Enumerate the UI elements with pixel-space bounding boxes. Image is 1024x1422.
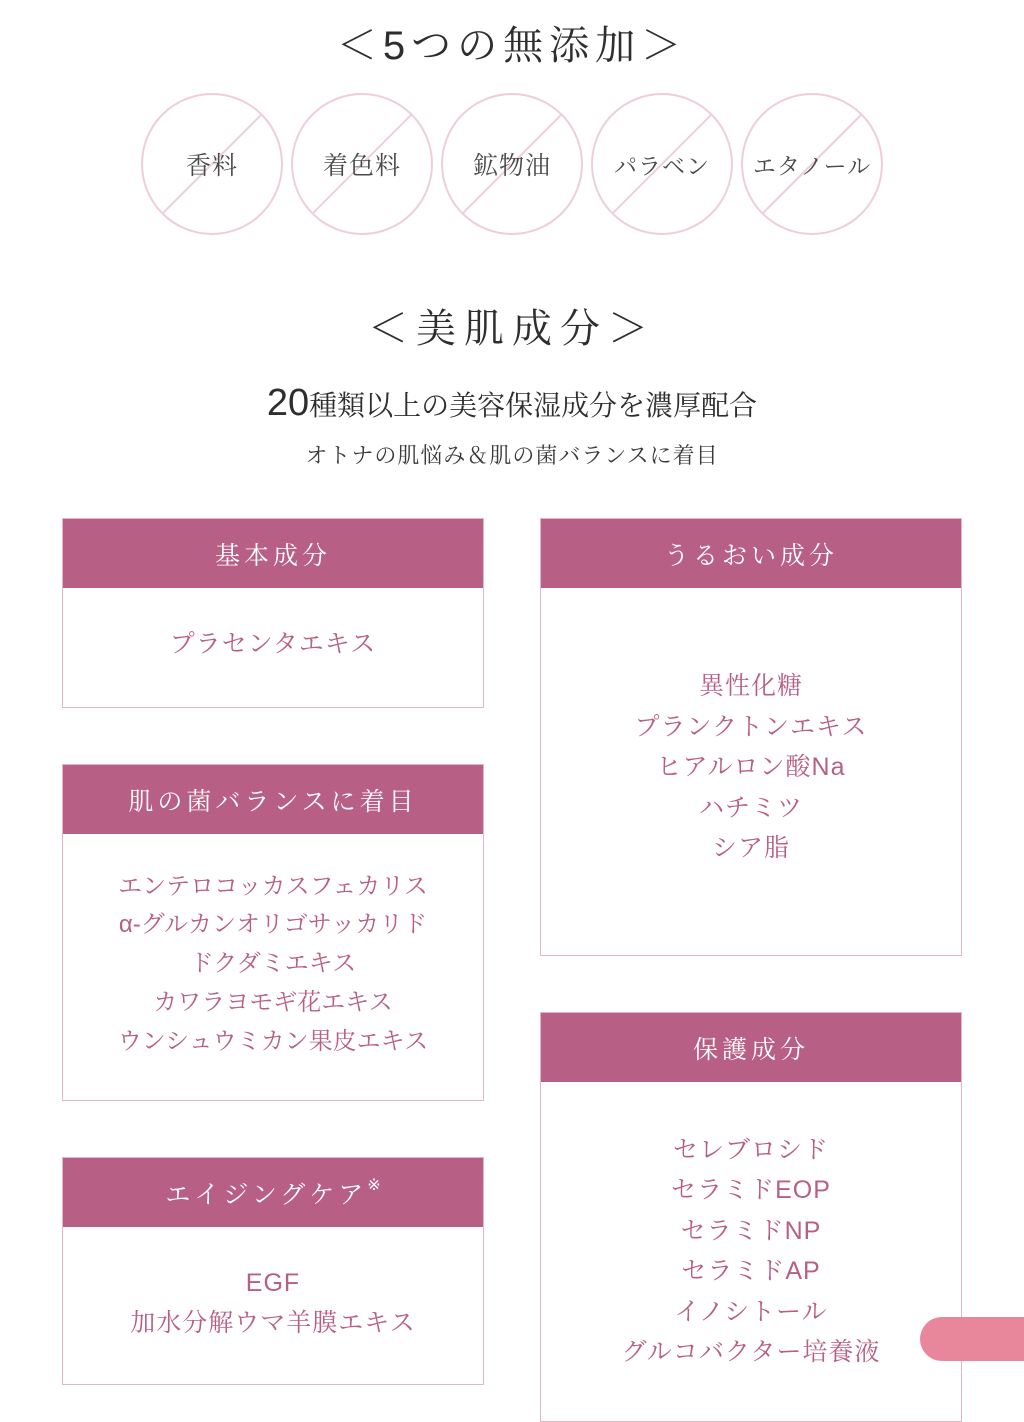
card-title [63, 1158, 483, 1227]
no-ethanol-badge [741, 93, 883, 235]
ingredient-item: カワラヨモギ花エキス [153, 989, 393, 1017]
ingredient-item: ウンシュウミカン果皮エキス [117, 1028, 429, 1055]
card-title: 肌の菌バランスに着目 [63, 765, 483, 834]
ingredients-subtitle [0, 382, 1024, 425]
ingredients-heading: ＜美肌成分＞ [368, 307, 656, 351]
ingredient-item: プランクトンエキス [634, 712, 868, 741]
card-body [63, 588, 483, 707]
ingredient-item: プラセンタエキス [169, 630, 377, 658]
ingredient-item: エンテロコッカスフェカリス [118, 872, 428, 900]
ingredient-item: シア脂 [711, 834, 790, 862]
ingredient-item: セレブロシド [672, 1135, 829, 1164]
no-fragrance-badge [141, 93, 283, 235]
card-body [541, 588, 961, 955]
ingredient-item: セラミドAP [681, 1257, 821, 1285]
ingredient-item: イノシトール [674, 1297, 828, 1326]
ingredient-item: グルコバクター培養液 [621, 1338, 881, 1366]
no-paraben-badge [591, 93, 733, 235]
badge-label: 着色料 [322, 152, 401, 180]
card-title: 基本成分 [63, 519, 483, 588]
card-title: うるおい成分 [541, 519, 961, 588]
badge-label: パラベン [614, 152, 710, 179]
card-basic-ingredients [62, 518, 484, 708]
ingredient-item: セラミドNP [680, 1216, 822, 1245]
card-body [63, 1227, 483, 1384]
additive-free-section [0, 0, 1024, 235]
card-moisture-ingredients [540, 518, 962, 956]
ingredients-subtitle-2: オトナの肌悩み＆肌の菌バランスに着目 [305, 443, 719, 468]
card-aging-care [62, 1157, 484, 1385]
no-mineral-oil-badge [441, 93, 583, 235]
badge-label: エタノール [752, 152, 872, 179]
additive-free-heading: ＜5つの無添加＞ [336, 24, 688, 68]
ingredient-item: EGF [245, 1268, 301, 1297]
ingredient-item: α‐グルカンオリゴサッカリド [118, 911, 428, 939]
card-title: 保護成分 [541, 1013, 961, 1082]
card-skin-flora [62, 764, 484, 1101]
card-title-footnote: ※ [367, 1176, 381, 1194]
card-protective-ingredients [540, 1012, 962, 1422]
badge-label: 香料 [185, 152, 238, 180]
card-title-text: エイジングケア [165, 1180, 368, 1209]
ingredient-item: ドクダミエキス [189, 950, 357, 978]
card-body [541, 1082, 961, 1421]
ingredient-item: 異性化糖 [698, 672, 803, 700]
ingredients-section [0, 297, 1024, 1422]
card-body [63, 834, 483, 1100]
ingredient-item: 加水分解ウマ羊膜エキス [130, 1309, 416, 1338]
ingredient-card-grid [0, 518, 1024, 1422]
no-colorant-badge [291, 93, 433, 235]
ingredient-item: セラミドEOP [671, 1176, 831, 1204]
ingredient-count-rest: 種類以上の美容保湿成分を濃厚配合 [309, 390, 758, 421]
ingredient-item: ハチミツ [698, 793, 803, 822]
badge-label: 鉱物油 [472, 152, 551, 180]
additive-free-badge-row [0, 93, 1024, 235]
ingredient-column-left [62, 518, 484, 1422]
ingredient-count: 20 [266, 382, 310, 424]
ingredient-item: ヒアルロン酸Na [656, 753, 846, 781]
floating-action-button[interactable] [920, 1317, 1024, 1361]
ingredient-column-right [540, 518, 962, 1422]
